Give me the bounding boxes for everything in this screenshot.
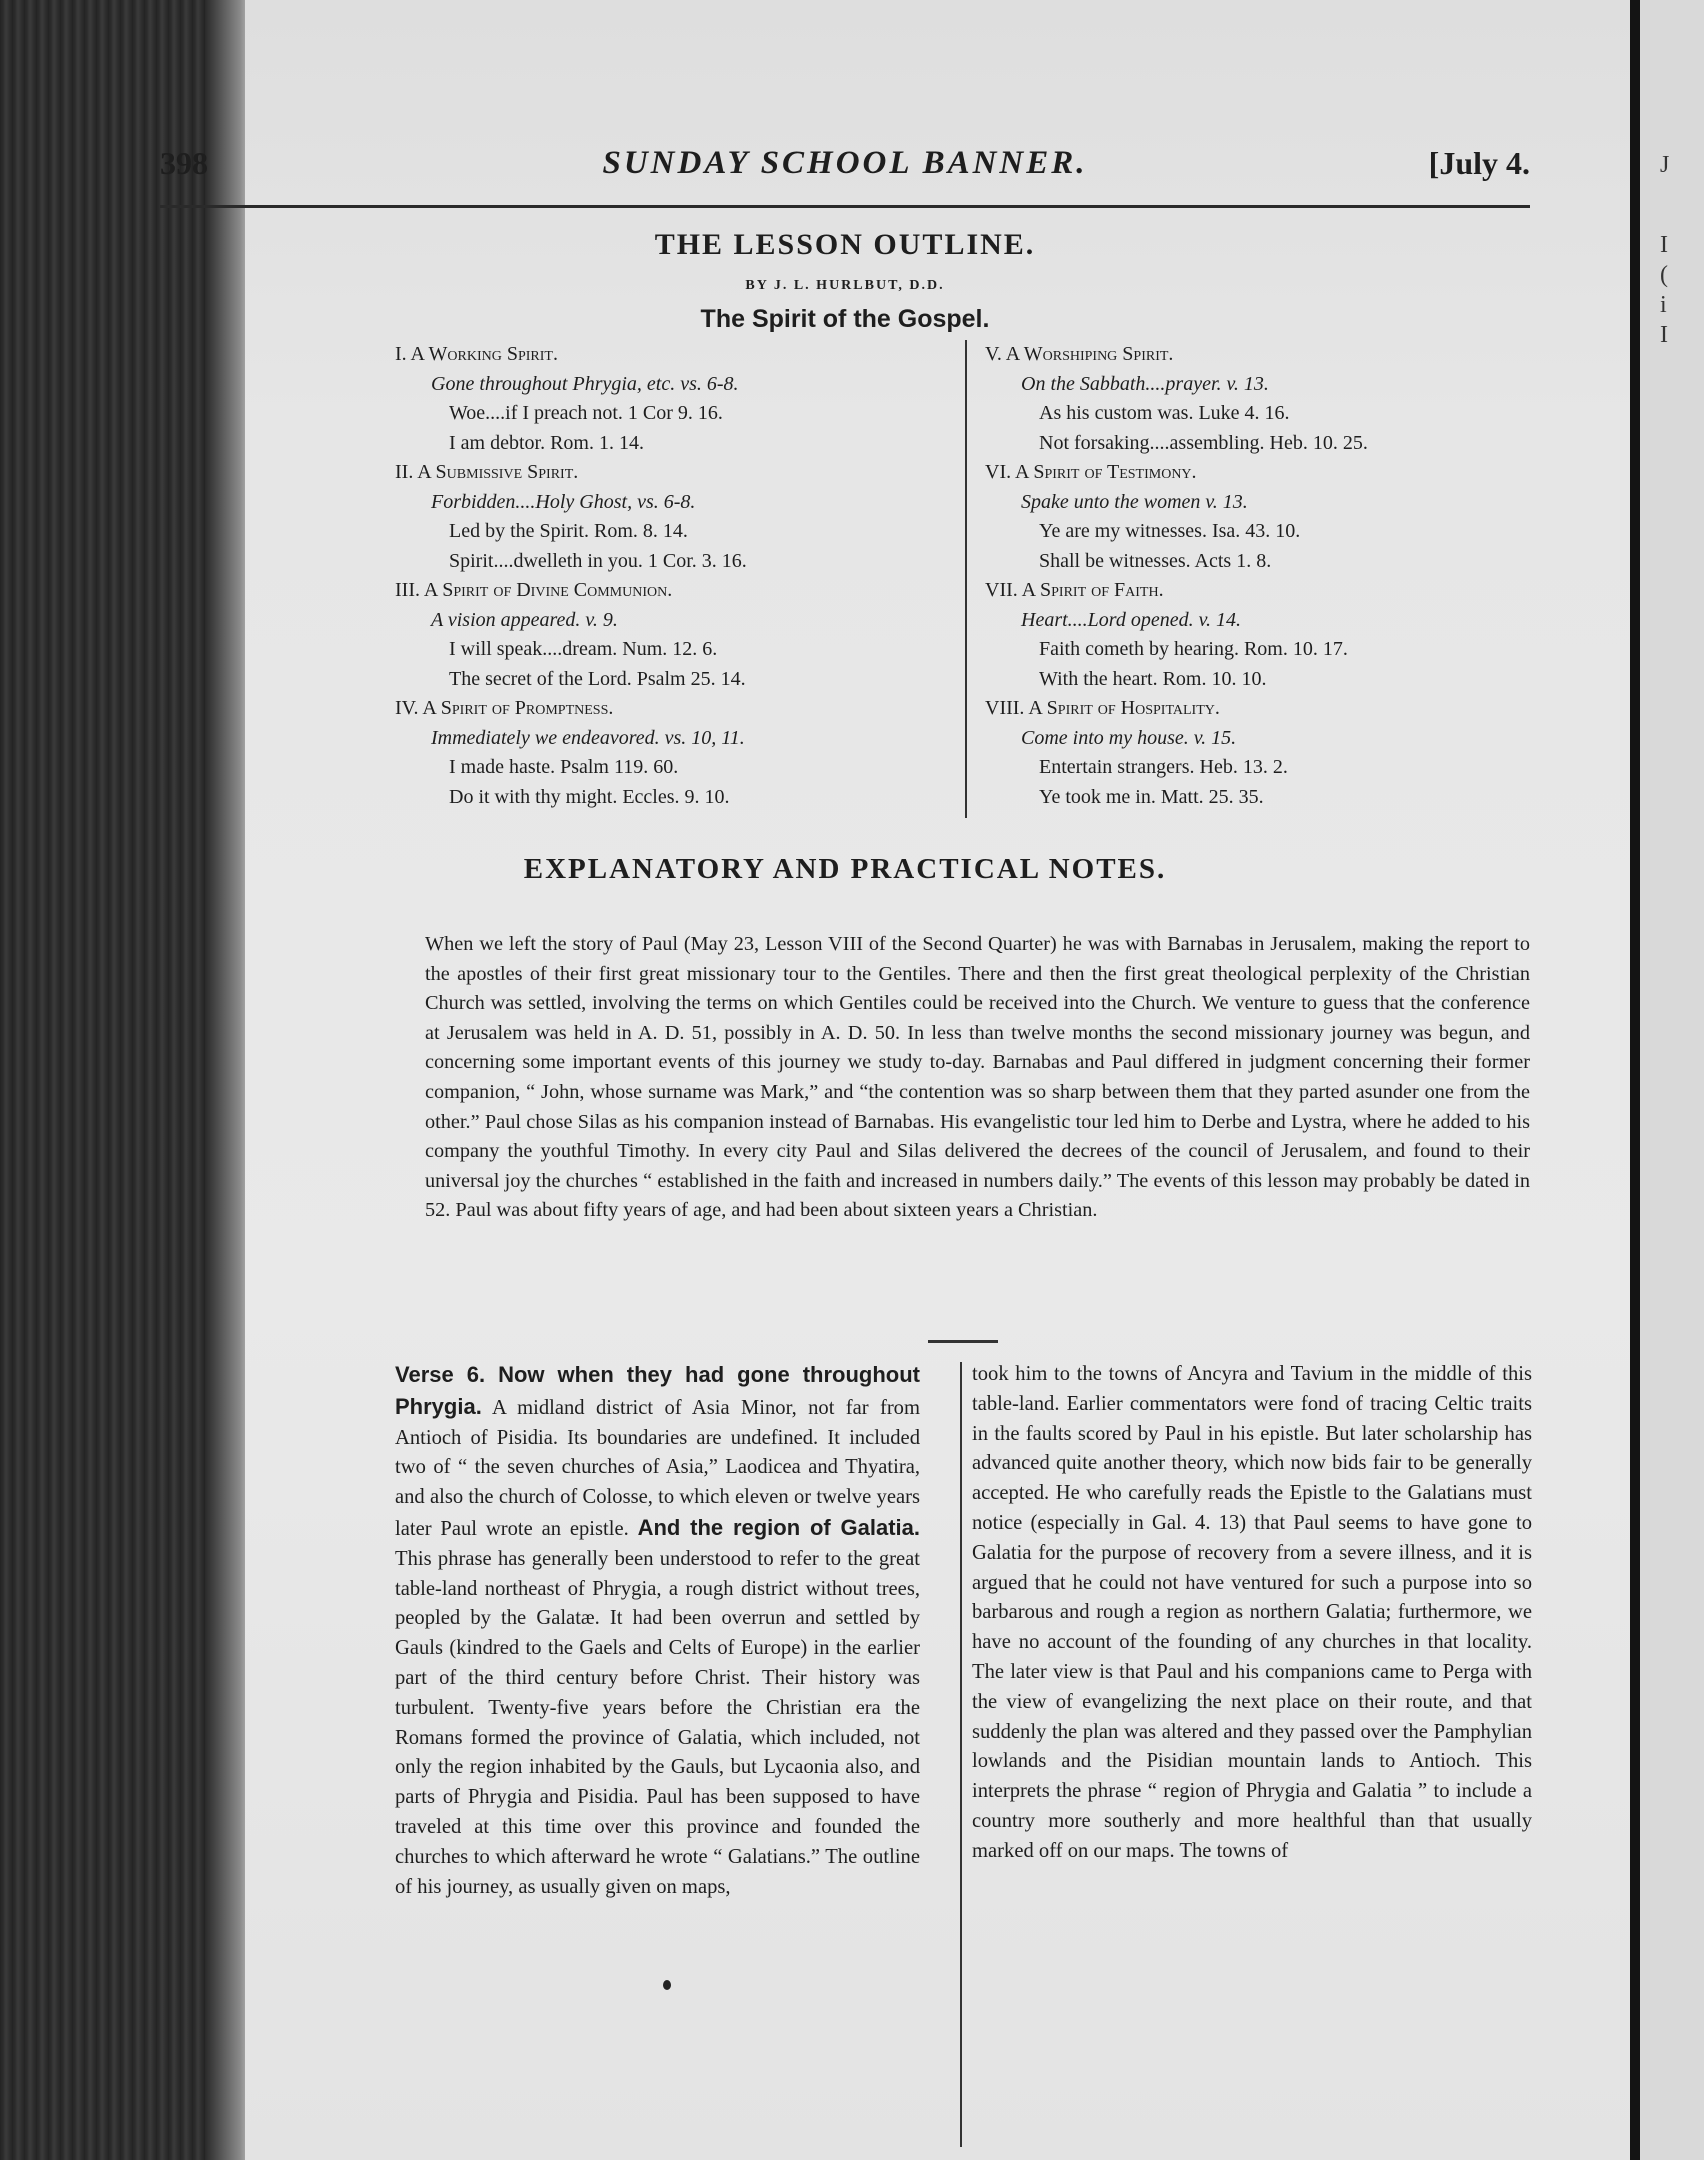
outline-subtitle: The Spirit of the Gospel. — [700, 305, 990, 333]
page-number: 398 — [160, 145, 208, 181]
notes-left-column — [395, 1360, 920, 1902]
outline-citation: Entertain strangers. Heb. 13. 2. — [1039, 756, 1288, 778]
section-separator — [928, 1340, 998, 1343]
outline-reference: Forbidden....Holy Ghost, vs. 6-8. — [431, 490, 696, 513]
ink-dot — [663, 1980, 671, 1990]
next-page-char: ( — [1660, 262, 1668, 288]
outline-citation: I will speak....dream. Num. 12. 6. — [449, 638, 718, 660]
outline-citation: Shall be witnesses. Acts 1. 8. — [1039, 549, 1272, 572]
journal-title: SUNDAY SCHOOL BANNER. — [602, 145, 1088, 181]
outline-citation: Faith cometh by hearing. Rom. 10. 17. — [1039, 638, 1348, 660]
notes-column-divider — [960, 1362, 962, 2147]
outline-reference: Heart....Lord opened. v. 14. — [1021, 608, 1241, 631]
outline-citation: Ye took me in. Matt. 25. 35. — [1039, 785, 1264, 808]
next-page-char: I — [1660, 322, 1668, 348]
verse-lead: Verse 6. Now when they had gone throughout Phrygia. — [395, 1362, 920, 1419]
outline-heading: VIII. A Spirit of Hospitality. — [985, 697, 1220, 719]
notes-intro-paragraph: When we left the story of Paul (May 23, Lesson VIII of the Second Quarter) he was with Barnabas in Jerusalem, making the report to the apostles of their first great missionary tour to the Gentiles. There and then the first great theological perplexity of the Christian Church was settled, involving the terms on which Gentiles could be received into the Church. We venture to guess that the conference at Jerusalem was held in A. D. 51, possibly in A. D. 50. In less than twelve months the second missionary journey was begun, and concerning some important events of this journey we study to-day. Barnabas and Paul differed in judgment concerning their former companion, “ John, whose surname was Mark,” and “the contention was so sharp between them that they parted asunder one from the other.” Paul chose Silas as his companion instead of Barnabas. His evangelistic tour led him to Derbe and Lystra, where he added to his company the youthful Timothy. In every city Paul and Silas delivered the decrees of the council of Jerusalem, and found to their universal joy the churches “ established in the faith and increased in numbers daily.” The events of this lesson may probably be dated in 52. Paul was about fifty years of age, and had been about sixteen years a Christian. — [425, 933, 1530, 1222]
outline-left-column — [395, 340, 950, 812]
outline-heading: IV. A Spirit of Promptness. — [395, 697, 614, 719]
next-page-char: J — [1660, 152, 1670, 178]
outline-reference: Immediately we endeavored. vs. 10, 11. — [431, 726, 745, 749]
outline-heading: I. A Working Spirit. — [395, 343, 558, 365]
outline-citation: Woe....if I preach not. 1 Cor 9. 16. — [449, 402, 723, 424]
outline-heading: III. A Spirit of Divine Communion. — [395, 579, 673, 601]
outline-reference: A vision appeared. v. 9. — [431, 608, 618, 631]
outline-heading: V. A Worshiping Spirit. — [985, 343, 1174, 365]
verse-text: A midland district of Asia Minor, not far from Antioch of Pisidia. Its boundaries are undefined. It included two of “ the seven churches of Asia,” Laodicea and Thyatira, and also the church of Colosse, to which eleven or twelve years later Paul wrote an epistle. — [395, 1396, 920, 1540]
next-page-char: i — [1660, 292, 1667, 318]
issue-date: [July 4. — [1428, 145, 1530, 181]
outline-citation: Do it with thy might. Eccles. 9. 10. — [449, 785, 730, 808]
header-rule — [160, 205, 1530, 208]
outline-reference: Come into my house. v. 15. — [1021, 726, 1237, 749]
notes-right-column: took him to the towns of Ancyra and Tavium in the middle of this table-land. Earlier commentators were fond of tracing Celtic traits in the faults scored by Paul in his epistle. But later scholarship has advanced quite another theory, which now bids fair to be generally accepted. He who carefully reads the Epistle to the Galatians must notice (especially in Gal. 4. 13) that Paul seems to have gone to Galatia for the purpose of recovery from a severe illness, and it is argued that he could not have ventured for such a purpose into so barbarous and rough a region as northern Galatia; furthermore, we have no account of the founding of any churches in that locality. The later view is that Paul and his companions came to Perga with the view of evangelizing the next place on their route, and that suddenly the plan was altered and they passed over the Pamphylian lowlands and the Pisidian mountain lands to Antioch. This interprets the phrase “ region of Phrygia and Galatia ” to include a country more southerly and more healthful than that usually marked off on our maps. The towns of — [972, 1363, 1532, 1862]
outline-citation: Spirit....dwelleth in you. 1 Cor. 3. 16. — [449, 549, 747, 572]
outline-citation: I am debtor. Rom. 1. 14. — [449, 431, 644, 454]
outline-right-column — [985, 340, 1555, 812]
outline-column-divider — [965, 340, 967, 818]
outline-citation: Led by the Spirit. Rom. 8. 14. — [449, 520, 688, 542]
outline-citation: As his custom was. Luke 4. 16. — [1039, 402, 1290, 424]
verse-lead-2: And the region of Galatia. — [637, 1514, 921, 1540]
outline-citation: Not forsaking....assembling. Heb. 10. 25. — [1039, 431, 1368, 454]
next-page-char: I — [1660, 232, 1668, 258]
outline-reference: Gone throughout Phrygia, etc. vs. 6-8. — [431, 372, 739, 395]
outline-heading: II. A Submissive Spirit. — [395, 461, 579, 483]
outline-heading: VII. A Spirit of Faith. — [985, 579, 1164, 601]
outline-heading: VI. A Spirit of Testimony. — [985, 461, 1197, 483]
outline-citation: I made haste. Psalm 119. 60. — [449, 756, 679, 778]
outline-citation: The secret of the Lord. Psalm 25. 14. — [449, 667, 746, 690]
notes-title: EXPLANATORY AND PRACTICAL NOTES. — [523, 853, 1167, 885]
outline-reference: On the Sabbath....prayer. v. 13. — [1021, 372, 1269, 395]
outline-byline: BY J. L. HURLBUT, D.D. — [745, 278, 945, 293]
outline-reference: Spake unto the women v. 13. — [1021, 490, 1248, 513]
verse-text-2: This phrase has generally been understood to refer to the great table-land northeast of Phrygia, a rough district without trees, peopled by the Galatæ. It had been overrun and settled by Gauls (kindred to the Gaels and Celts of Europe) in the earlier part of the third century before Christ. Their history was turbulent. Twenty-five years before the Christian era the Romans formed the province of Galatia, which included, not only the region inhabited by the Gauls, but Lycaonia also, and parts of Phrygia and Pisidia. Paul has been supposed to have traveled at this time over this province and founded the churches to which afterward he wrote “ Galatians.” The outline of his journey, as usually given on maps, — [395, 1547, 920, 1898]
outline-citation: With the heart. Rom. 10. 10. — [1039, 667, 1267, 690]
outline-citation: Ye are my witnesses. Isa. 43. 10. — [1039, 520, 1301, 542]
outline-title: THE LESSON OUTLINE. — [654, 228, 1036, 261]
next-page-fragment — [1640, 0, 1704, 2160]
